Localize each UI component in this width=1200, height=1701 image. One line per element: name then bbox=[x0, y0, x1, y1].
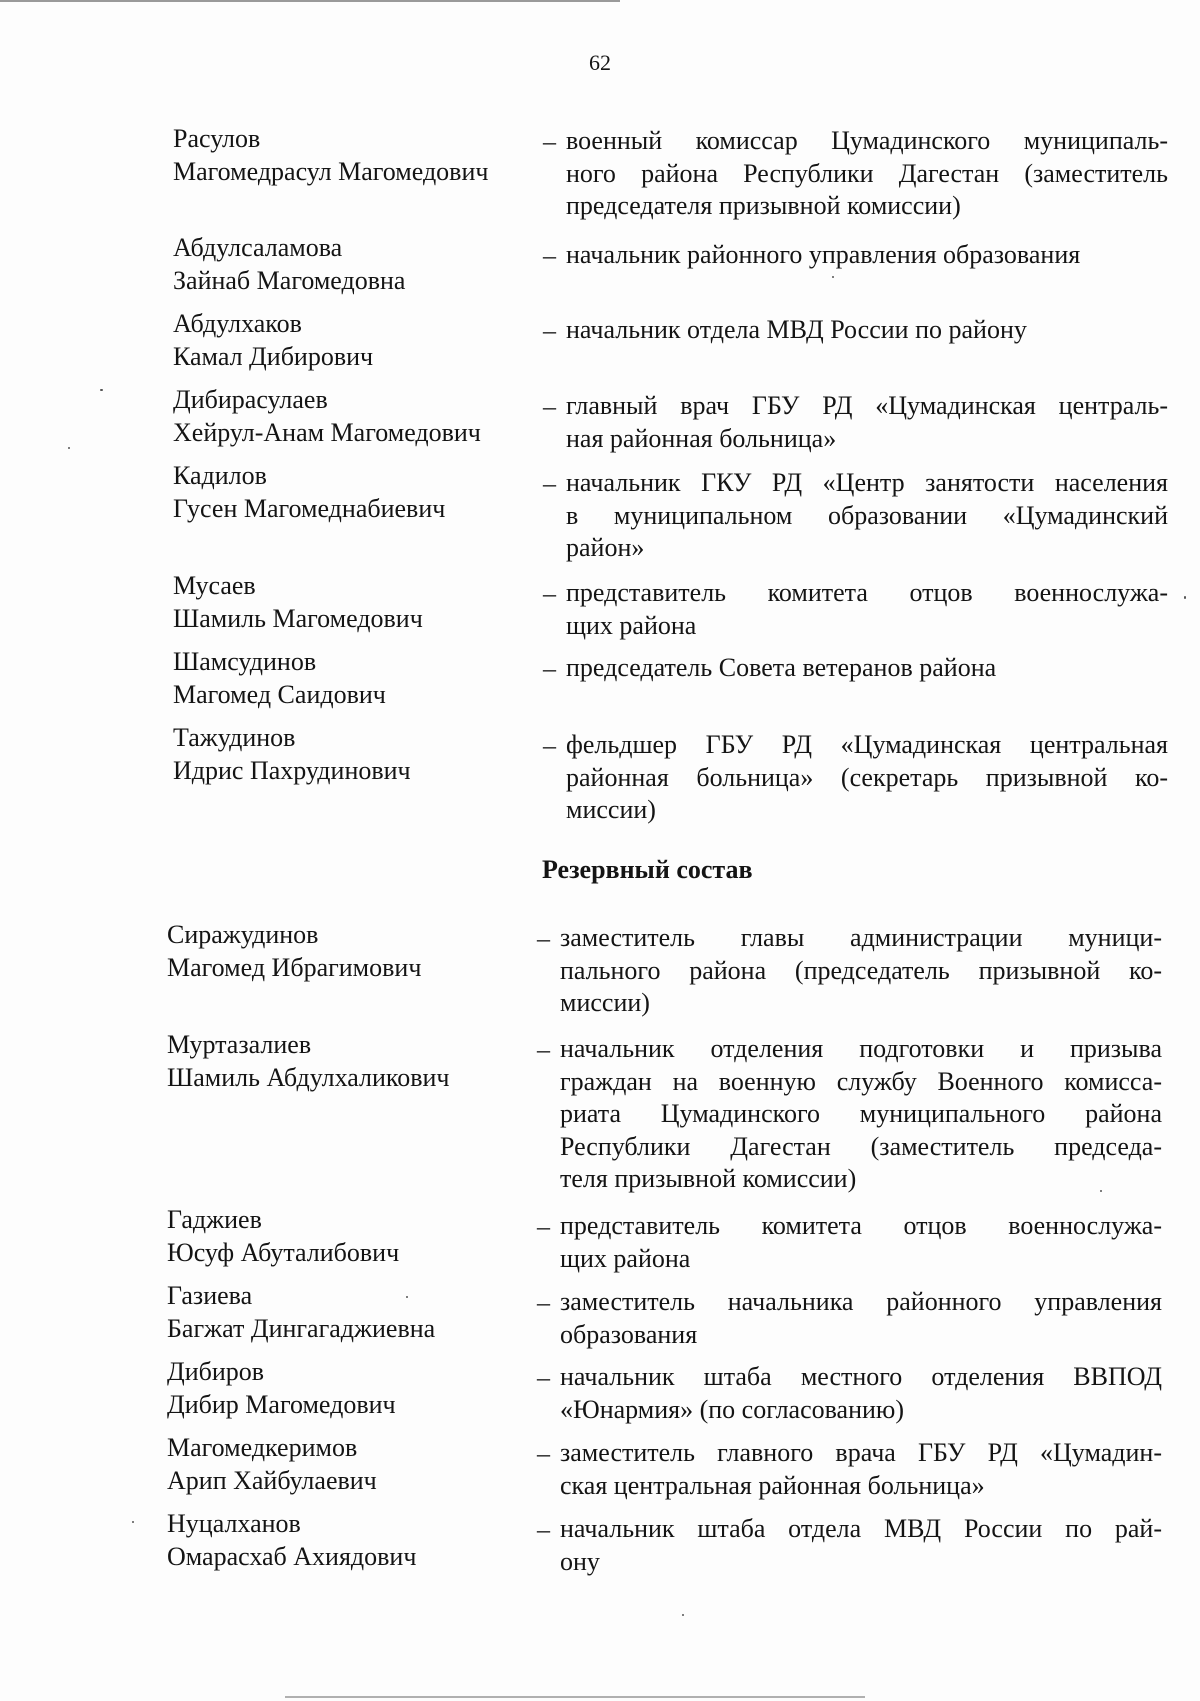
person-surname: Газиева bbox=[167, 1281, 253, 1310]
role-line: начальник отдела МВД России по району bbox=[566, 315, 1027, 344]
person-name bbox=[167, 1431, 527, 1497]
person-given-names: Дибир Магомедович bbox=[167, 1390, 396, 1419]
role-line: представитель комитета отцов военнослужа- bbox=[560, 1211, 1162, 1240]
role-line: пального района (председатель призывной ко- bbox=[560, 955, 1162, 985]
role-line: представитель комитета отцов военнослужа- bbox=[566, 578, 1168, 607]
role-line: ная районная больница» bbox=[566, 423, 837, 453]
role-line: ская центральная районная больница» bbox=[560, 1470, 985, 1500]
role-line: щих района bbox=[560, 1243, 691, 1273]
person-surname: Сиражудинов bbox=[167, 920, 319, 949]
role-line: теля призывной комиссии) bbox=[560, 1164, 857, 1193]
dash-separator: – bbox=[537, 1515, 550, 1544]
person-role bbox=[566, 729, 1168, 827]
role-line: щих района bbox=[566, 610, 697, 640]
person-role bbox=[560, 922, 1162, 1020]
person-given-names: Шамиль Магомедович bbox=[173, 604, 423, 633]
dash-separator: – bbox=[543, 654, 556, 683]
person-surname: Шамсудинов bbox=[173, 647, 317, 676]
role-line: заместитель главы администрации муници- bbox=[560, 923, 1162, 952]
person-surname: Кадилов bbox=[173, 461, 267, 490]
role-line: начальник штаба отдела МВД России по рай- bbox=[560, 1514, 1162, 1543]
person-role bbox=[560, 1437, 1162, 1502]
person-given-names: Магомедрасул Магомедович bbox=[173, 157, 489, 186]
person-given-names: Хейрул-Анам Магомедович bbox=[173, 418, 481, 447]
dash-separator: – bbox=[543, 316, 556, 345]
role-line: миссии) bbox=[566, 795, 656, 824]
person-role bbox=[566, 314, 1168, 347]
dash-separator: – bbox=[543, 392, 556, 421]
dash-separator: – bbox=[537, 1288, 550, 1317]
person-given-names: Магомед Ибрагимович bbox=[167, 953, 422, 982]
role-line: районная больница» (секретарь призывной ко- bbox=[566, 762, 1168, 792]
role-line: Республики Дагестан (заместитель председа- bbox=[560, 1131, 1162, 1161]
person-given-names: Гусен Магомеднабиевич bbox=[173, 494, 446, 523]
scan-edge-bottom bbox=[285, 1696, 865, 1698]
person-surname: Нуцалханов bbox=[167, 1509, 301, 1538]
person-role bbox=[560, 1513, 1162, 1578]
person-surname: Дибирасулаев bbox=[173, 385, 328, 414]
person-role bbox=[560, 1033, 1162, 1196]
person-role bbox=[566, 652, 1168, 685]
person-given-names: Камал Дибирович bbox=[173, 342, 374, 371]
role-line: начальник отделения подготовки и призыва bbox=[560, 1034, 1162, 1063]
role-line: граждан на военную службу Военного комисса- bbox=[560, 1066, 1162, 1096]
person-role bbox=[566, 125, 1168, 223]
person-role bbox=[566, 467, 1168, 565]
person-role bbox=[566, 239, 1168, 272]
person-name bbox=[173, 122, 533, 188]
role-line: заместитель главного врача ГБУ РД «Цумадин- bbox=[560, 1438, 1162, 1467]
role-line: начальник районного управления образования bbox=[566, 240, 1081, 269]
person-given-names: Багжат Дингагаджиевна bbox=[167, 1314, 436, 1343]
role-line: фельдшер ГБУ РД «Цумадинская центральная bbox=[566, 730, 1168, 759]
scan-edge-top bbox=[0, 0, 620, 2]
person-surname: Абдулхаков bbox=[173, 309, 302, 338]
person-surname: Абдулсаламова bbox=[173, 233, 343, 262]
person-name bbox=[173, 459, 533, 525]
dash-separator: – bbox=[543, 469, 556, 498]
scan-speck bbox=[832, 276, 834, 278]
dash-separator: – bbox=[543, 579, 556, 608]
scan-speck bbox=[1100, 1190, 1102, 1192]
reserve-composition-heading: Резервный состав bbox=[542, 855, 753, 884]
scan-speck bbox=[68, 447, 70, 449]
person-role bbox=[566, 577, 1168, 642]
person-given-names: Шамиль Абдулхаликович bbox=[167, 1063, 450, 1092]
role-line: миссии) bbox=[560, 988, 650, 1017]
role-line: председатель Совета ветеранов района bbox=[566, 653, 997, 682]
person-role bbox=[560, 1210, 1162, 1275]
role-line: заместитель начальника районного управления bbox=[560, 1287, 1162, 1316]
role-line: ону bbox=[560, 1546, 600, 1576]
person-name bbox=[173, 721, 533, 787]
person-name bbox=[167, 1355, 527, 1421]
person-surname: Дибиров bbox=[167, 1357, 265, 1386]
role-line: район» bbox=[566, 533, 645, 562]
person-name bbox=[173, 645, 533, 711]
person-surname: Тажудинов bbox=[173, 723, 296, 752]
role-line: начальник ГКУ РД «Центр занятости населения bbox=[566, 468, 1168, 497]
person-surname: Муртазалиев bbox=[167, 1030, 312, 1059]
role-line: председателя призывной комиссии) bbox=[566, 191, 961, 220]
dash-separator: – bbox=[543, 241, 556, 270]
dash-separator: – bbox=[537, 1212, 550, 1241]
scan-speck bbox=[132, 1521, 134, 1523]
role-line: в муниципальном образовании «Цумадинский bbox=[566, 500, 1168, 530]
person-name bbox=[167, 1279, 527, 1345]
person-name bbox=[167, 1203, 527, 1269]
scan-speck bbox=[1184, 596, 1186, 599]
person-name bbox=[173, 383, 533, 449]
dash-separator: – bbox=[537, 924, 550, 953]
person-name bbox=[173, 569, 533, 635]
role-line: начальник штаба местного отделения ВВПОД bbox=[560, 1362, 1162, 1391]
page-number: 62 bbox=[589, 50, 611, 75]
role-line: ного района Республики Дагестан (заместитель bbox=[566, 158, 1168, 188]
role-line: риата Цумадинского муниципального района bbox=[560, 1099, 1162, 1128]
person-given-names: Магомед Саидович bbox=[173, 680, 386, 709]
dash-separator: – bbox=[537, 1363, 550, 1392]
scan-speck bbox=[100, 389, 103, 391]
person-name bbox=[173, 231, 533, 297]
dash-separator: – bbox=[543, 127, 556, 156]
person-name bbox=[173, 307, 533, 373]
person-surname: Мусаев bbox=[173, 571, 256, 600]
person-surname: Расулов bbox=[173, 124, 261, 153]
scan-speck bbox=[682, 1614, 684, 1616]
person-surname: Магомедкеримов bbox=[167, 1433, 358, 1462]
dash-separator: – bbox=[543, 731, 556, 760]
role-line: «Юнармия» (по согласованию) bbox=[560, 1394, 905, 1424]
dash-separator: – bbox=[537, 1035, 550, 1064]
dash-separator: – bbox=[537, 1439, 550, 1468]
person-name bbox=[167, 1028, 527, 1094]
scan-speck bbox=[406, 1296, 408, 1298]
person-role bbox=[560, 1286, 1162, 1351]
role-line: главный врач ГБУ РД «Цумадинская централь- bbox=[566, 391, 1168, 420]
person-name bbox=[167, 918, 527, 984]
role-line: образования bbox=[560, 1319, 698, 1349]
role-line: военный комиссар Цумадинского муниципаль- bbox=[566, 126, 1168, 155]
person-role bbox=[566, 390, 1168, 455]
person-role bbox=[560, 1361, 1162, 1426]
person-given-names: Зайнаб Магомедовна bbox=[173, 266, 406, 295]
person-given-names: Идрис Пахрудинович bbox=[173, 756, 411, 785]
person-surname: Гаджиев bbox=[167, 1205, 262, 1234]
person-given-names: Арип Хайбулаевич bbox=[167, 1466, 377, 1495]
person-given-names: Юсуф Абуталибович bbox=[167, 1238, 400, 1267]
person-given-names: Омарасхаб Ахиядович bbox=[167, 1542, 417, 1571]
person-name bbox=[167, 1507, 527, 1573]
